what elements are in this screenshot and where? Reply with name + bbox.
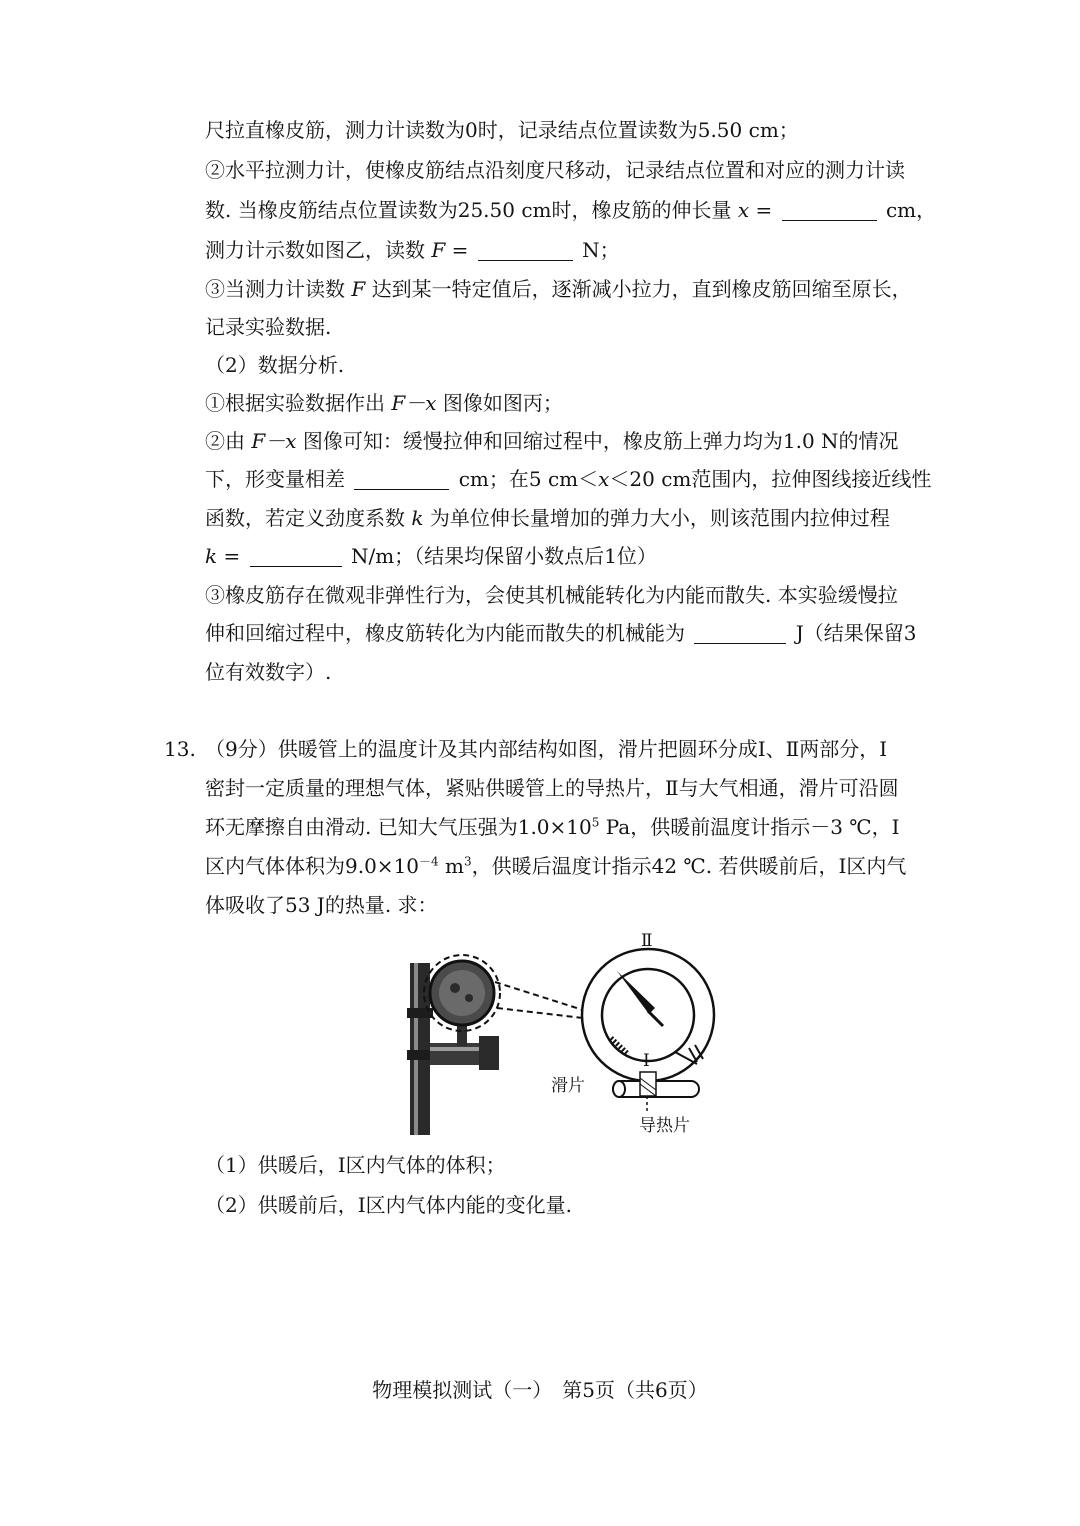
answer-blank-stiffness[interactable] [250, 546, 342, 567]
sub-question-1: （1）供暖后，Ⅰ区内气体的体积； [205, 1153, 506, 1177]
question-number: 13. [164, 737, 196, 761]
vertical-pipe [410, 963, 430, 1135]
sub-question-2: （2）供暖前后，Ⅰ区内气体内能的变化量. [205, 1193, 572, 1217]
text-line: 密封一定质量的理想气体，紧贴供暖管上的导热片，Ⅱ与大气相通，滑片可沿圆 [205, 776, 899, 800]
text-line: （2）数据分析. [205, 353, 345, 377]
thermometer-diagram [405, 938, 725, 1138]
text-line: ③橡皮筋存在微观非弹性行为，会使其机械能转化为内能而散失. 本实验缓慢拉 [205, 583, 898, 607]
text-line: ①根据实验数据作出 F－x 图像如图丙； [205, 391, 563, 415]
answer-blank-elongation[interactable] [782, 200, 877, 221]
answer-blank-force[interactable] [478, 240, 573, 261]
text-line: 体吸收了53 J的热量. 求： [205, 893, 438, 917]
text-line: 记录实验数据. [205, 315, 332, 339]
figure-label-region-2: Ⅱ [641, 931, 653, 951]
page-footer: 物理模拟测试（一） 第5页（共6页） [372, 1378, 708, 1402]
inner-ring [602, 969, 694, 1061]
text-line: k = N/m；（结果均保留小数点后1位） [205, 544, 657, 568]
text-line: 数. 当橡皮筋结点位置读数为25.50 cm时，橡皮筋的伸长量 x = cm， [205, 198, 937, 222]
answer-blank-deformation-diff[interactable] [354, 469, 449, 490]
text-line: 区内气体体积为$9.0\times 10^{-4}$ $m^3$，供暖后温度计指示42 ℃. 若供暖前后，Ⅰ区内气 [205, 854, 907, 878]
text-line: ③当测力计读数 F 达到某一特定值后，逐渐减小拉力，直到橡皮筋回缩至原长， [205, 277, 912, 301]
text-line: 函数，若定义劲度系数 k 为单位伸长量增加的弹力大小，则该范围内拉伸过程 [205, 506, 890, 530]
figure-label-region-1: Ⅰ [643, 1051, 650, 1071]
text-line: ②由 F－x 图像可知：缓慢拉伸和回缩过程中，橡皮筋上弹力均为1.0 N的情况 [205, 429, 899, 453]
figure-label-heat-plate: 导热片 [639, 1116, 690, 1136]
figure-label-slider: 滑片 [551, 1076, 585, 1096]
text-line: （9分）供暖管上的温度计及其内部结构如图，滑片把圆环分成Ⅰ、Ⅱ两部分，Ⅰ [205, 737, 888, 761]
text-line: 环无摩擦自由滑动. 已知大气压强为$1.0\times 10^5$ Pa，供暖前温度计指示－3 ℃，Ⅰ [205, 815, 900, 839]
text-line: 下，形变量相差 cm；在5 cm＜x＜20 cm范围内，拉伸图线接近线性 [205, 467, 932, 491]
text-line: 测力计示数如图乙，读数 F = N； [205, 238, 620, 262]
text-line: 尺拉直橡皮筋，测力计读数为0时，记录结点位置读数为5.50 cm； [205, 118, 799, 142]
text-line: 伸和回缩过程中，橡皮筋转化为内能而散失的机械能为 J（结果保留3 [205, 621, 917, 645]
text-line: ②水平拉测力计，使橡皮筋结点沿刻度尺移动，记录结点位置和对应的测力计读 [205, 158, 905, 182]
thermometer-figure [405, 931, 725, 1138]
text-line: 位有效数字）. [205, 660, 332, 684]
answer-blank-energy-loss[interactable] [694, 623, 786, 644]
